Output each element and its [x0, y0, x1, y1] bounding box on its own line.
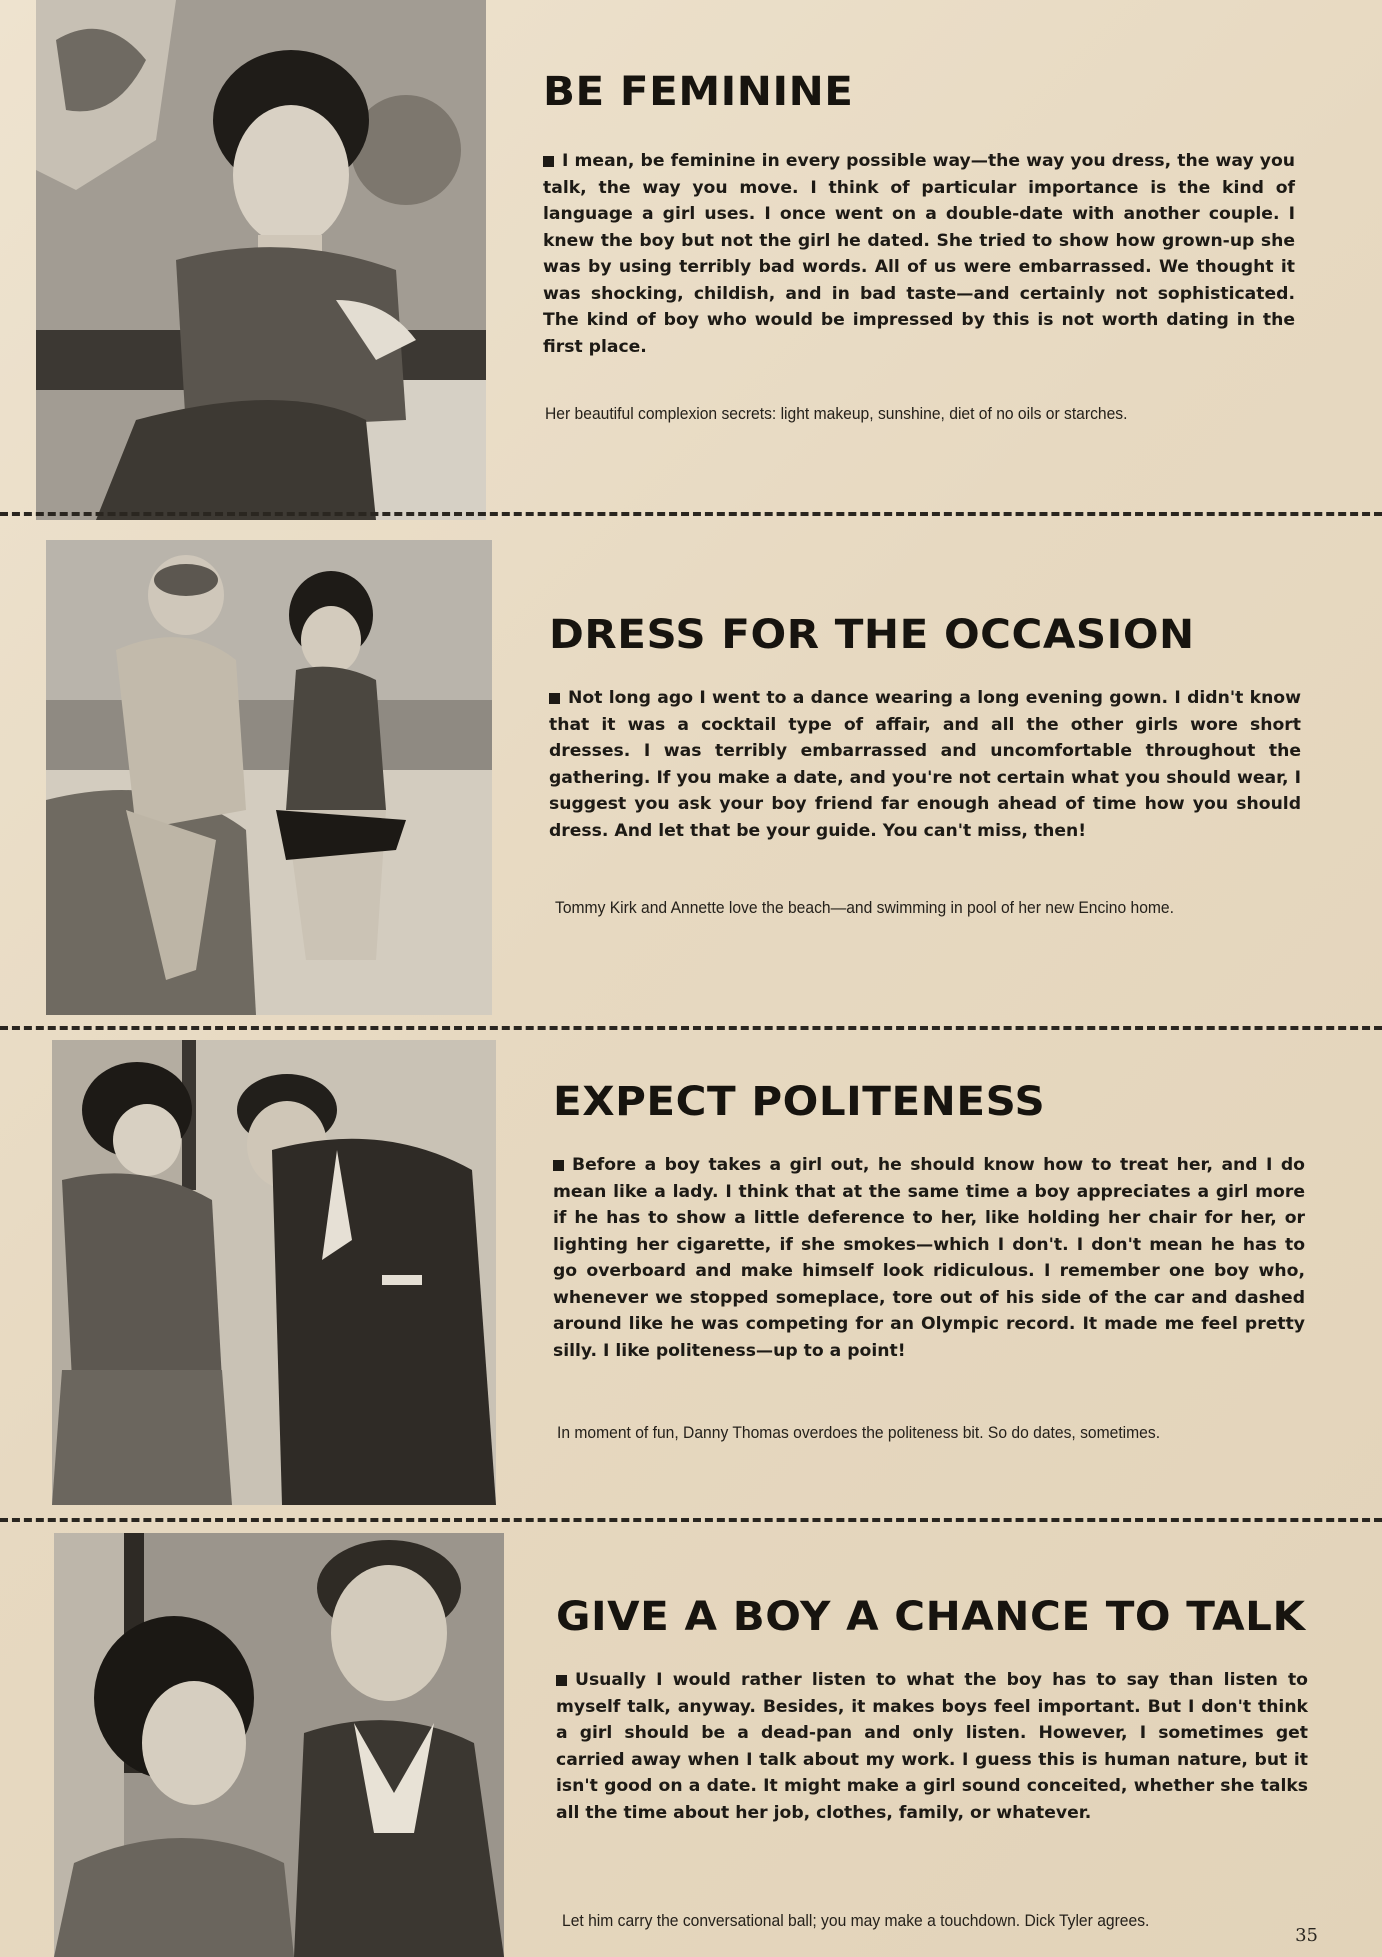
section-body-text: Before a boy takes a girl out, he should know how to treat her, and I do mean like a lady. I think that at the same time a boy appreciates a girl more if he has to show a little deference to her, like holding her chair for her, or lighting her cigarette, if she smokes—which I don't. I don't mean he has to go overboard and make himself look ridiculous. I remember one boy who, whenever we stopped someplace, tore out of his side of the car and dashed around like he was competing for an Olympic record. It made me feel pretty silly. I like politeness—up to a point!	[553, 1155, 1305, 1361]
section-body	[543, 148, 1295, 360]
section-expect-politeness	[0, 1040, 1382, 1505]
photo-caption: In moment of fun, Danny Thomas overdoes the politeness bit. So do dates, sometimes.	[557, 1423, 1161, 1442]
section-body	[556, 1667, 1308, 1826]
photo-danny-thomas-annette	[52, 1040, 496, 1505]
section-body-text: Not long ago I went to a dance wearing a long evening gown. I didn't know that it was a cocktail type of affair, and all the other girls wore short dresses. I was terribly embarrassed and uncomfortable throughout the gathering. If you make a date, and you're not certain what you should wear, I suggest you ask your boy friend far enough ahead of time how you should dress. And let that be your guide. You can't miss, then!	[549, 688, 1301, 841]
section-heading: GIVE A BOY A CHANCE TO TALK	[556, 1594, 1306, 1640]
dashed-divider	[0, 512, 1382, 516]
section-give-boy-chance	[0, 1533, 1382, 1957]
photo-caption: Let him carry the conversational ball; you may make a touchdown. Dick Tyler agrees.	[562, 1911, 1150, 1930]
bullet-square-icon	[553, 1160, 564, 1171]
photo-caption: Tommy Kirk and Annette love the beach—and swimming in pool of her new Encino home.	[555, 898, 1174, 917]
section-body	[549, 685, 1301, 844]
photo-dick-tyler-annette	[54, 1533, 504, 1957]
section-heading: EXPECT POLITENESS	[553, 1079, 1046, 1125]
bullet-square-icon	[549, 693, 560, 704]
section-dress-for-occasion	[0, 540, 1382, 1015]
section-body-text: Usually I would rather listen to what the boy has to say than listen to myself talk, anyway. Besides, it makes boys feel important. But I don't think a girl should be a dead-pan and only listen. However, I sometimes get carried away when I talk about my work. I guess this is human nature, but it isn't good on a date. It might make a girl sound conceited, whether she talks all the time about her job, clothes, family, or whatever.	[556, 1670, 1308, 1823]
section-heading: DRESS FOR THE OCCASION	[549, 612, 1195, 658]
dashed-divider	[0, 1026, 1382, 1030]
text-column	[553, 1080, 1305, 1364]
dashed-divider	[0, 1518, 1382, 1522]
text-column	[543, 70, 1295, 360]
bullet-square-icon	[556, 1675, 567, 1686]
section-heading: BE FEMININE	[543, 69, 854, 115]
photo-annette-portrait	[36, 0, 486, 520]
section-be-feminine	[0, 0, 1382, 520]
text-column	[556, 1595, 1308, 1826]
bullet-square-icon	[543, 156, 554, 167]
section-body-text: I mean, be feminine in every possible way—the way you dress, the way you talk, the way you move. I think of particular importance is the kind of language a girl uses. I once went on a double-date with another couple. I knew the boy but not the girl he dated. She tried to show how grown-up she was by using terribly bad words. All of us were embarrassed. We thought it was shocking, childish, and in bad taste—and certainly not sophisticated. The kind of boy who would be impressed by this is not worth dating in the first place.	[543, 151, 1295, 357]
photo-tommy-kirk-annette-beach	[46, 540, 492, 1015]
section-body	[553, 1152, 1305, 1364]
page-number: 35	[1295, 1925, 1318, 1946]
text-column	[549, 613, 1301, 844]
photo-caption: Her beautiful complexion secrets: light makeup, sunshine, diet of no oils or starches.	[545, 404, 1128, 423]
